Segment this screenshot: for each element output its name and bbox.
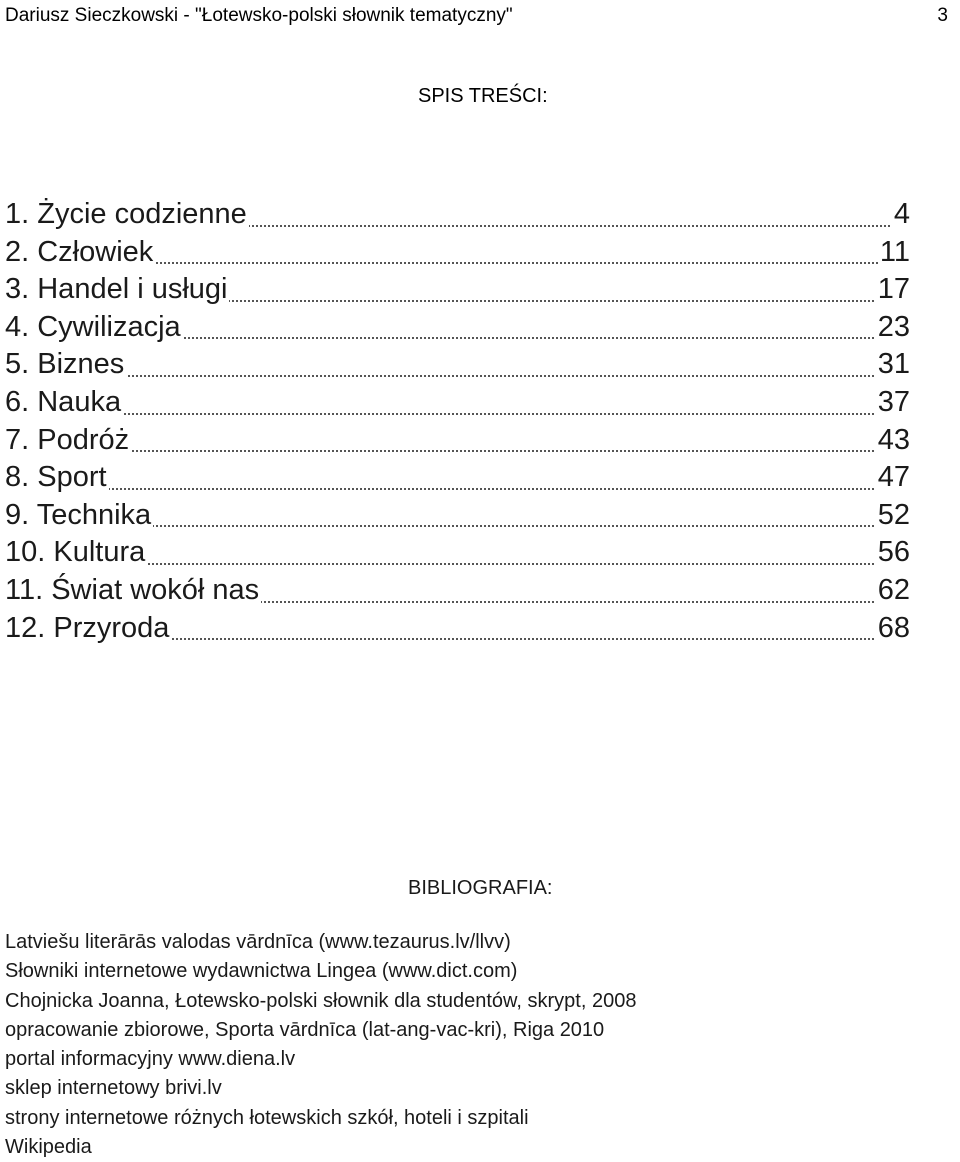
toc-entry <box>5 346 910 384</box>
toc-entry-page: 68 <box>876 610 910 648</box>
toc-dot-leader <box>5 375 910 377</box>
toc-entry-page: 37 <box>876 384 910 422</box>
toc-entry <box>5 422 910 460</box>
toc-heading: SPIS TREŚCI: <box>418 85 548 107</box>
toc-dot-leader <box>5 488 910 490</box>
toc-dot-leader <box>5 450 910 452</box>
bibliography-heading: BIBLIOGRAFIA: <box>408 877 553 899</box>
toc-entry <box>5 234 910 272</box>
page-number: 3 <box>937 5 948 26</box>
toc-entry <box>5 384 910 422</box>
toc-entry-label: 9. Technika <box>5 497 153 535</box>
toc-entry-label: 11. Świat wokół nas <box>5 572 261 610</box>
toc-entry <box>5 309 910 347</box>
toc-entry-page: 11 <box>878 234 910 272</box>
toc-entry-label: 10. Kultura <box>5 534 147 572</box>
toc-entry-page: 47 <box>876 459 910 497</box>
document-title: Dariusz Sieczkowski - "Łotewsko-polski słownik tematyczny" <box>5 5 513 26</box>
toc-entry-label: 5. Biznes <box>5 346 126 384</box>
bibliography-entry: strony internetowe różnych łotewskich szkół, hoteli i szpitali <box>5 1106 529 1129</box>
toc-entry-page: 62 <box>876 572 910 610</box>
toc-entry <box>5 610 910 648</box>
bibliography-entry: opracowanie zbiorowe, Sporta vārdnīca (lat-ang-vac-kri), Riga 2010 <box>5 1018 605 1041</box>
toc-entry-page: 43 <box>876 422 910 460</box>
toc-entry <box>5 459 910 497</box>
bibliography-entry: Latviešu literārās valodas vārdnīca (www.tezaurus.lv/llvv) <box>5 931 511 953</box>
toc-entry <box>5 196 910 234</box>
toc-entry-page: 52 <box>876 497 910 535</box>
toc-entry <box>5 271 910 309</box>
toc-entry <box>5 497 910 535</box>
toc-entry <box>5 534 910 572</box>
bibliography-entry: sklep internetowy brivi.lv <box>5 1077 222 1100</box>
toc-entry-page: 56 <box>876 534 910 572</box>
bibliography-entry: Słowniki internetowe wydawnictwa Lingea (www.dict.com) <box>5 960 518 983</box>
bibliography-entry: portal informacyjny www.diena.lv <box>5 1048 296 1071</box>
page-header <box>5 4 948 28</box>
toc-entry-label: 2. Człowiek <box>5 234 155 272</box>
toc-dot-leader <box>5 413 910 415</box>
toc-entry-label: 3. Handel i usługi <box>5 271 229 309</box>
toc-entry-label: 12. Przyroda <box>5 610 171 648</box>
toc-entry-page: 17 <box>876 271 910 309</box>
table-of-contents <box>5 196 910 647</box>
toc-entry-page: 4 <box>892 196 910 234</box>
bibliography-entry: Wikipedia <box>5 1136 92 1159</box>
toc-entry-label: 6. Nauka <box>5 384 123 422</box>
toc-entry <box>5 572 910 610</box>
bibliography-entry: Chojnicka Joanna, Łotewsko-polski słownik dla studentów, skrypt, 2008 <box>5 989 637 1012</box>
toc-entry-label: 8. Sport <box>5 459 109 497</box>
toc-entry-label: 1. Życie codzienne <box>5 196 249 234</box>
bibliography-list <box>5 928 945 1162</box>
toc-entry-label: 7. Podróż <box>5 422 131 460</box>
toc-entry-page: 23 <box>876 309 910 347</box>
toc-entry-label: 4. Cywilizacja <box>5 309 183 347</box>
toc-entry-page: 31 <box>876 346 910 384</box>
